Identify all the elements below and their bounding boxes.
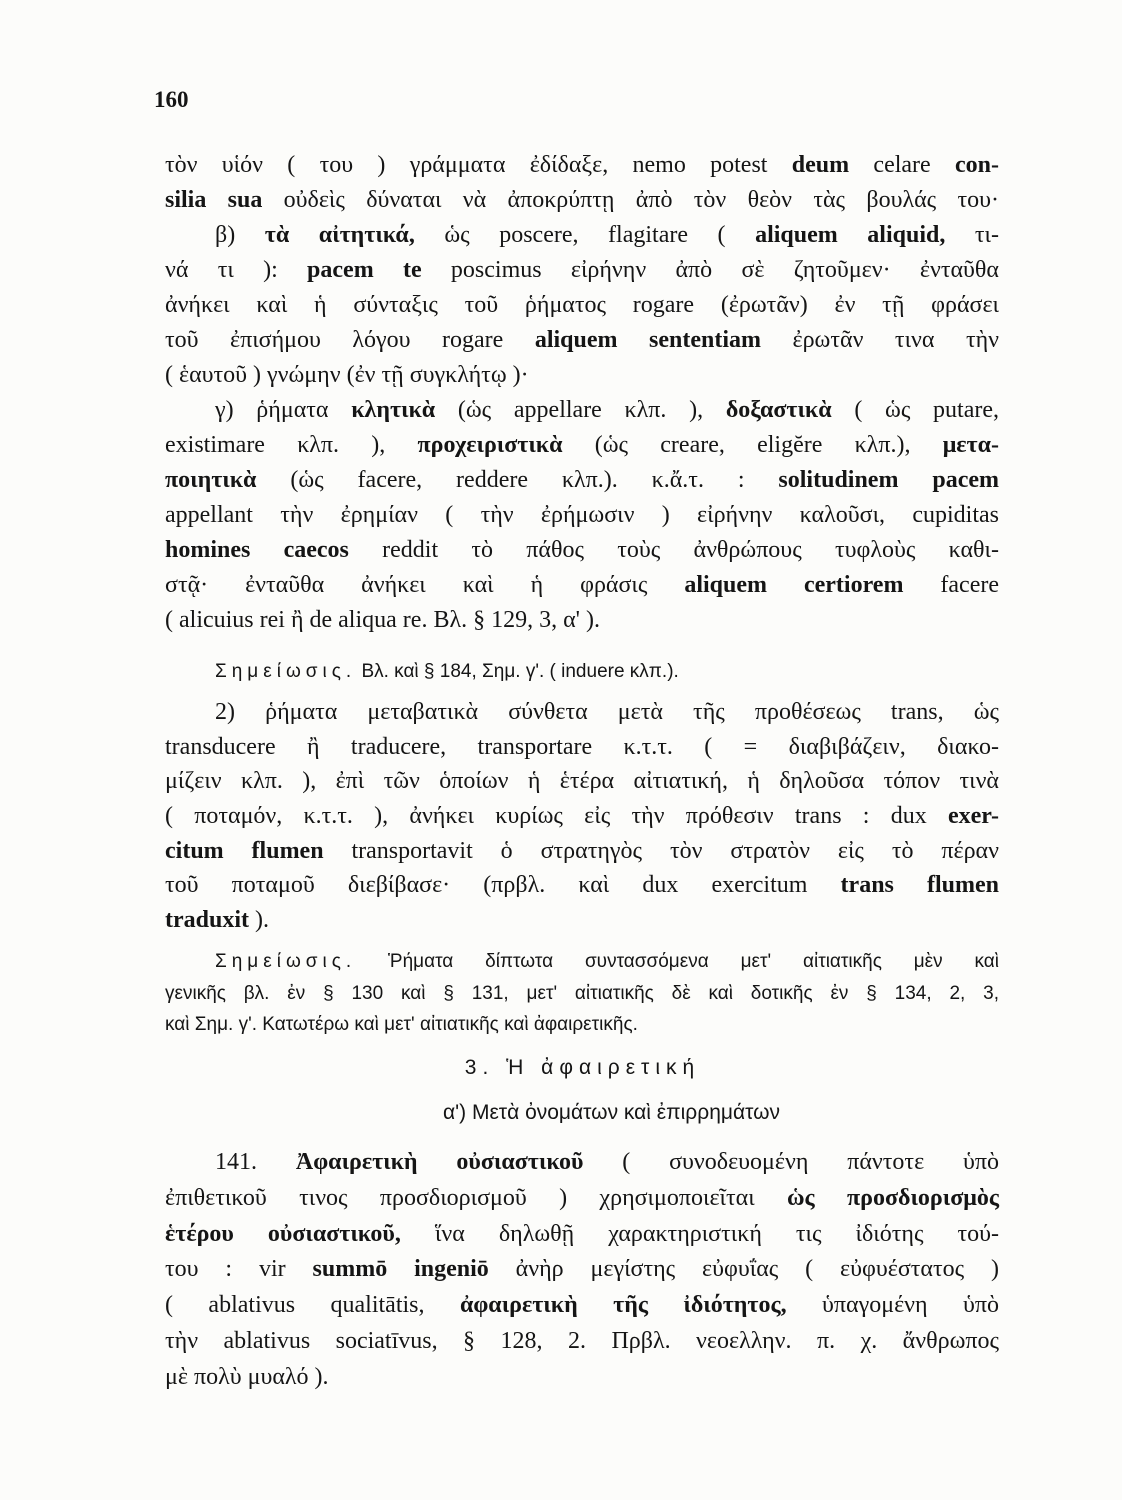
paragraph-2 [165,695,1000,938]
bold-term: citum flumen [165,837,324,864]
text-run: γ) ῥήματα [215,397,352,423]
section-heading: 3. Ἡ ἀφαιρετική [464,1056,701,1079]
note-label: Σημείωσις. [215,661,357,682]
text-run: μίζειν κλπ. ), ἐπὶ τῶν ὁποίων ἡ ἑτέρα αἰτιατική, ἡ δηλοῦσα τόπον τινὰ [165,768,999,795]
text-run: ( alicuius rei ἢ de aliqua re. Βλ. § 129, 3, α' ). [165,607,600,633]
note-2 [165,946,1000,1041]
text-line [165,428,1000,463]
note-line [165,1009,1000,1041]
text-line [165,764,1000,799]
text-run: ). [249,907,269,934]
text-line [165,903,1000,938]
text-line [165,568,1000,603]
paragraph-1 [165,148,1000,638]
bold-term: μετα- [942,432,999,458]
bold-term: aliquem sententiam [534,327,761,353]
bold-term: exer- [947,803,999,830]
text-run: (ὡς creare, eligĕre κλπ.), [562,432,943,458]
note-line [165,978,1000,1010]
text-run: ( ἑαυτοῦ ) γνώμην (ἐν τῇ συγκλήτῳ )· [165,362,529,388]
text-run: γενικῆς βλ. ἐν § 130 καὶ § 131, μετ' αἰτιατικῆς δὲ καὶ δοτικῆς ἐν § 134, 2, 3, [165,982,999,1004]
text-run: ( ποταμόν, κ.τ.τ. ), ἀνήκει κυρίως εἰς τὴν πρόθεσιν trans : dux [165,803,948,830]
bold-term: ὡς προσδιορισμὸς [787,1184,1000,1211]
text-run: ἵνα δηλωθῇ χαρακτηριστική τις ἰδιότης τού- [400,1220,999,1247]
paragraph-141 [165,1145,1000,1396]
note-1 [165,658,1000,686]
text-run: Βλ. καὶ § 184, Σημ. γ'. ( induere κλπ.). [356,661,679,682]
text-run: τι- [945,222,999,248]
bold-term: silia sua [165,187,263,213]
bold-term: Ἀφαιρετικὴ οὐσιαστικοῦ [295,1149,584,1175]
text-run: 2) ῥήματα μεταβατικὰ σύνθετα μετὰ τῆς προθέσεως trans, ὡς [215,699,999,725]
text-line [165,323,1000,358]
text-run: τοῦ ποταμοῦ διεβίβασε· (πρβλ. καὶ dux exercitum [165,872,841,899]
text-line [165,533,1000,568]
text-run: ἐρωτᾶν τινα τὴν [761,327,999,353]
text-run: τὴν ablativus sociatīvus, § 128, 2. Πρβλ. νεοελλην. π. χ. ἄνθρωπος [165,1327,999,1354]
text-run: του : vir [165,1256,313,1283]
bold-term: κλητικὰ [351,397,436,423]
bold-term: δοξαστικὰ [725,397,832,423]
text-run: (ὡς appellare κλπ. ), [435,397,726,423]
text-line [165,183,1000,218]
bold-term: con- [954,152,999,178]
bold-term: ἀφαιρετικὴ τῆς ἰδιότητος, [459,1292,787,1319]
text-line [165,603,1000,638]
text-run: ( ὡς putare, [831,397,999,423]
text-run: celare [849,152,955,178]
text-line [165,1252,1000,1288]
bold-term: deum [791,152,850,178]
text-run: στᾷ· ἐνταῦθα ἀνήκει καὶ ἡ φράσις [165,572,685,598]
text-line [165,1360,1000,1396]
bold-term: τὰ αἰτητικά, [264,222,415,248]
bold-term: pacem te [307,257,422,283]
text-run: Ῥήματα δίπτωτα συντασσόμενα μετ' αἰτιατικῆς μὲν καὶ [356,951,999,972]
text-run: τὸν υἱόν ( του ) γράμματα ἐδίδαξε, nemo potest [165,152,792,178]
text-run: (ὡς facere, reddere κλπ.). κ.ἄ.τ. : [256,467,779,493]
text-run: ὑπαγομένη ὑπὸ [786,1292,1000,1319]
text-line [165,498,1000,533]
text-line [215,393,1000,428]
text-run: ( συνοδευομένη πάντοτε ὑπὸ [583,1149,999,1175]
bold-term: traduxit [165,907,249,934]
bold-term: ἑτέρου οὐσιαστικοῦ, [165,1220,401,1247]
text-line [165,799,1000,834]
note-line [215,946,1000,978]
text-run: μὲ πολὺ μυαλό ). [165,1363,329,1390]
text-line [165,1217,1000,1253]
text-line [165,1181,1000,1217]
text-line [165,1288,1000,1324]
text-run: reddit τὸ πάθος τοὺς ἀνθρώπους τυφλοὺς καθι- [348,537,999,563]
text-run: transducere ἢ traducere, transportare κ.τ.τ. ( = διαβιβάζειν, διακο- [165,733,999,760]
text-line [165,730,1000,765]
text-line [215,218,1000,253]
bold-term: homines caecos [165,537,349,563]
page-number: 160 [154,87,189,112]
bold-term: προχειριστικὰ [417,432,563,458]
text-run: poscimus εἰρήνην ἀπὸ σὲ ζητοῦμεν· ἐνταῦθα [421,257,999,283]
text-run: facere [903,572,999,598]
text-line [165,463,1000,498]
text-line [215,1145,1000,1181]
text-line [165,358,1000,393]
text-run: νά τι ): [165,257,308,283]
bold-term: summō ingeniō [312,1256,489,1283]
section-number: 141. [215,1149,296,1175]
text-run: existimare κλπ. ), [165,432,418,458]
text-line [165,288,1000,323]
text-line [165,834,1000,869]
text-run: οὐδεὶς δύναται νὰ ἀποκρύπτῃ ἀπὸ τὸν θεὸν τὰς βουλάς του· [262,187,999,213]
text-run: ( ablativus qualitātis, [165,1292,460,1319]
text-run: ὡς poscere, flagitare ( [414,222,756,248]
note-label: Σημείωσις. [215,951,357,972]
text-run: τοῦ ἐπισήμου λόγου rogare [165,327,535,353]
bold-term: aliquem certiorem [684,572,904,598]
bold-term: trans flumen [840,872,999,899]
list-marker: β) [215,222,265,248]
text-run: appellant τὴν ἐρημίαν ( τὴν ἐρήμωσιν ) εἰρήνην καλοῦσι, cupiditas [165,502,999,528]
text-line [165,148,1000,183]
subsection-heading: α') Μετὰ ὀνομάτων καὶ ἐπιρρημάτων [442,1101,781,1124]
text-line [215,695,1000,730]
text-line [165,253,1000,288]
text-run: ἐπιθετικοῦ τινος προσδιορισμοῦ ) χρησιμοποιεῖται [165,1184,787,1211]
note-line [215,658,1000,686]
text-line [165,868,1000,903]
bold-term: solitudinem pacem [778,467,999,493]
text-run: ἀνὴρ μεγίστης εὐφυΐας ( εὐφυέστατος ) [488,1256,1000,1283]
text-line [165,1324,1000,1360]
text-run: transportavit ὁ στρατηγὸς τὸν στρατὸν εἰς τὸ πέραν [323,837,999,864]
text-run: ἀνήκει καὶ ἡ σύνταξις τοῦ ῥήματος rogare (ἐρωτᾶν) ἐν τῇ φράσει [165,292,999,318]
bold-term: aliquem aliquid, [755,222,946,248]
text-run: καὶ Σημ. γ'. Κατωτέρω καὶ μετ' αἰτιατικῆς καὶ ἀφαιρετικῆς. [165,1014,638,1035]
bold-term: ποιητικὰ [165,467,257,493]
